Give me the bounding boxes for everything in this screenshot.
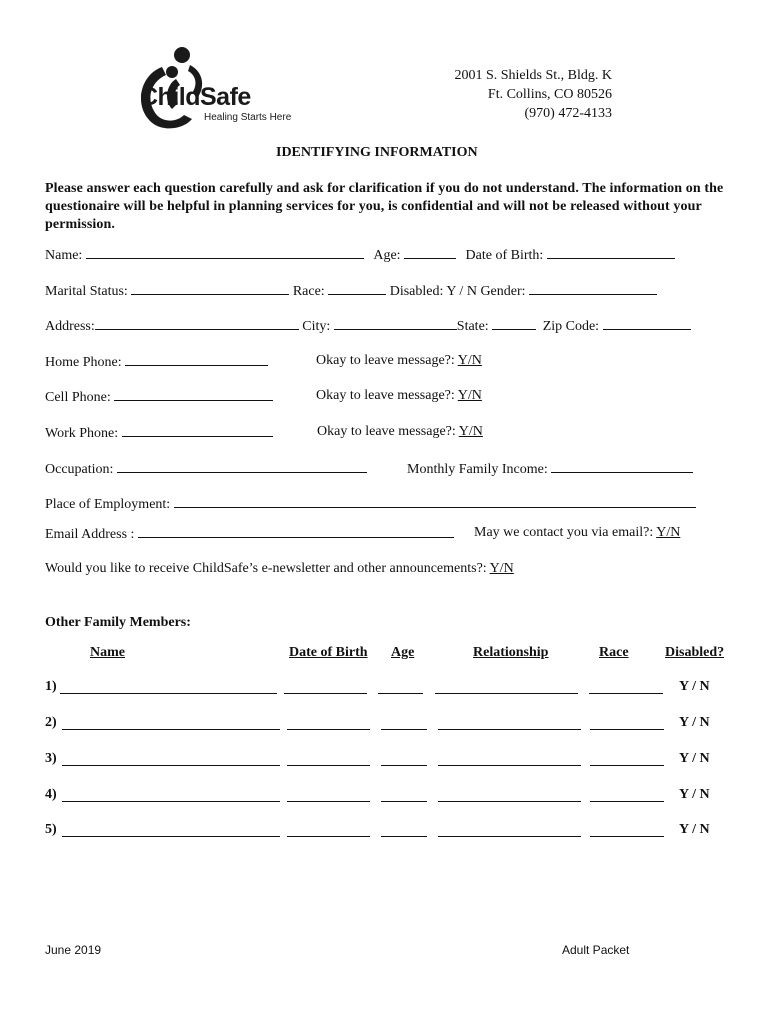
zip-field[interactable]	[603, 317, 691, 330]
employment-label: Place of Employment:	[45, 497, 171, 512]
family-dob-field[interactable]	[287, 765, 370, 766]
work-phone-field[interactable]	[122, 424, 273, 437]
employment-field[interactable]	[174, 495, 696, 508]
family-relationship-field[interactable]	[438, 729, 581, 730]
address-row	[45, 317, 691, 335]
footer-packet: Adult Packet	[562, 943, 630, 957]
email-contact-row	[474, 525, 680, 541]
family-race-field[interactable]	[590, 729, 664, 730]
email-field[interactable]	[138, 525, 454, 538]
email-row	[45, 525, 454, 543]
family-relationship-field[interactable]	[438, 836, 581, 837]
address-label: Address:	[45, 319, 95, 334]
employment-row	[45, 495, 696, 513]
family-age-field[interactable]	[381, 836, 427, 837]
family-name-field[interactable]	[60, 693, 277, 694]
work-phone-label: Work Phone:	[45, 426, 119, 441]
intro-paragraph: Please answer each question carefully and ask for clarification if you do not understand. The information on the questionaire will be helpful in planning services for you, is confidential and will not be released without your permission.	[45, 181, 724, 232]
family-name-field[interactable]	[62, 801, 280, 802]
race-field[interactable]	[328, 282, 386, 295]
city-field[interactable]	[334, 317, 457, 330]
marital-row	[45, 282, 657, 300]
work-phone-row	[45, 424, 273, 442]
family-disabled-yn[interactable]: Y / N	[679, 679, 710, 694]
state-label: State:	[456, 319, 489, 334]
cell-msg-yn[interactable]: Y/N	[457, 388, 482, 403]
income-field[interactable]	[551, 460, 693, 473]
family-age-field[interactable]	[381, 729, 427, 730]
childsafe-logo	[132, 45, 302, 131]
family-race-field[interactable]	[590, 765, 664, 766]
home-phone-label: Home Phone:	[45, 355, 122, 370]
family-dob-field[interactable]	[287, 836, 370, 837]
name-field[interactable]	[86, 246, 364, 259]
zip-label: Zip Code:	[542, 319, 600, 334]
occupation-row	[45, 460, 367, 478]
work-msg-row	[317, 424, 483, 440]
col-disabled: Disabled?	[665, 645, 725, 660]
race-label: Race:	[292, 284, 325, 299]
family-dob-field[interactable]	[287, 729, 370, 730]
family-age-field[interactable]	[381, 765, 427, 766]
name-row	[45, 246, 675, 264]
family-age-field[interactable]	[378, 693, 423, 694]
family-row-number: 5)	[45, 822, 57, 837]
col-dob: Date of Birth	[289, 645, 368, 660]
disabled-label[interactable]: Disabled: Y / N	[389, 284, 477, 299]
family-name-field[interactable]	[62, 836, 280, 837]
family-age-field[interactable]	[381, 801, 427, 802]
newsletter-yn[interactable]: Y/N	[489, 561, 514, 576]
occupation-field[interactable]	[117, 460, 367, 473]
cell-phone-field[interactable]	[114, 388, 273, 401]
col-age: Age	[391, 645, 415, 660]
newsletter-row	[45, 561, 514, 577]
family-row-number: 2)	[45, 715, 57, 730]
footer-date: June 2019	[45, 943, 102, 957]
family-disabled-yn[interactable]: Y / N	[679, 822, 710, 837]
income-row	[407, 460, 693, 478]
marital-label: Marital Status:	[45, 284, 128, 299]
family-disabled-yn[interactable]: Y / N	[679, 751, 710, 766]
occupation-label: Occupation:	[45, 462, 114, 477]
newsletter-label: Would you like to receive ChildSafe’s e-newsletter and other announcements?:	[45, 561, 487, 576]
dob-field[interactable]	[547, 246, 675, 259]
home-phone-row	[45, 353, 268, 371]
logo-text: ChildSafe	[140, 83, 251, 111]
family-disabled-yn[interactable]: Y / N	[679, 715, 710, 730]
marital-field[interactable]	[131, 282, 289, 295]
age-field[interactable]	[404, 246, 456, 259]
address-phone: (970) 472-4133	[524, 106, 612, 121]
family-heading: Other Family Members:	[45, 615, 191, 630]
family-row-number: 1)	[45, 679, 57, 694]
email-contact-yn[interactable]: Y/N	[656, 525, 681, 540]
family-row-number: 4)	[45, 787, 57, 802]
home-msg-label: Okay to leave message?:	[316, 353, 455, 368]
address-street: 2001 S. Shields St., Bldg. K	[454, 68, 612, 83]
col-race: Race	[599, 645, 629, 660]
home-phone-field[interactable]	[125, 353, 268, 366]
family-row-number: 3)	[45, 751, 57, 766]
home-msg-row	[316, 353, 482, 369]
cell-msg-row	[316, 388, 482, 404]
state-field[interactable]	[492, 317, 536, 330]
family-relationship-field[interactable]	[438, 801, 581, 802]
page-title: IDENTIFYING INFORMATION	[276, 145, 478, 160]
home-msg-yn[interactable]: Y/N	[457, 353, 482, 368]
address-field[interactable]	[95, 317, 299, 330]
cell-phone-label: Cell Phone:	[45, 390, 111, 405]
gender-label: Gender:	[480, 284, 526, 299]
family-relationship-field[interactable]	[438, 765, 581, 766]
family-name-field[interactable]	[62, 729, 280, 730]
family-disabled-yn[interactable]: Y / N	[679, 787, 710, 802]
address-city: Ft. Collins, CO 80526	[487, 87, 612, 102]
name-label: Name:	[45, 248, 83, 263]
city-label: City:	[302, 319, 331, 334]
email-label: Email Address :	[45, 527, 135, 542]
family-dob-field[interactable]	[284, 693, 367, 694]
organization-address	[454, 66, 612, 123]
logo-tagline: Healing Starts Here	[204, 112, 292, 123]
family-relationship-field[interactable]	[435, 693, 578, 694]
cell-phone-row	[45, 388, 273, 406]
age-label: Age:	[373, 248, 401, 263]
dob-label: Date of Birth:	[465, 248, 544, 263]
family-dob-field[interactable]	[287, 801, 370, 802]
family-name-field[interactable]	[62, 765, 280, 766]
email-contact-label: May we contact you via email?:	[474, 525, 654, 540]
income-label: Monthly Family Income:	[407, 462, 548, 477]
work-msg-label: Okay to leave message?:	[317, 424, 456, 439]
family-race-field[interactable]	[590, 801, 664, 802]
col-name: Name	[90, 645, 125, 660]
work-msg-yn[interactable]: Y/N	[458, 424, 483, 439]
family-race-field[interactable]	[590, 836, 664, 837]
family-race-field[interactable]	[589, 693, 663, 694]
gender-field[interactable]	[529, 282, 657, 295]
cell-msg-label: Okay to leave message?:	[316, 388, 455, 403]
col-relationship: Relationship	[473, 645, 549, 660]
